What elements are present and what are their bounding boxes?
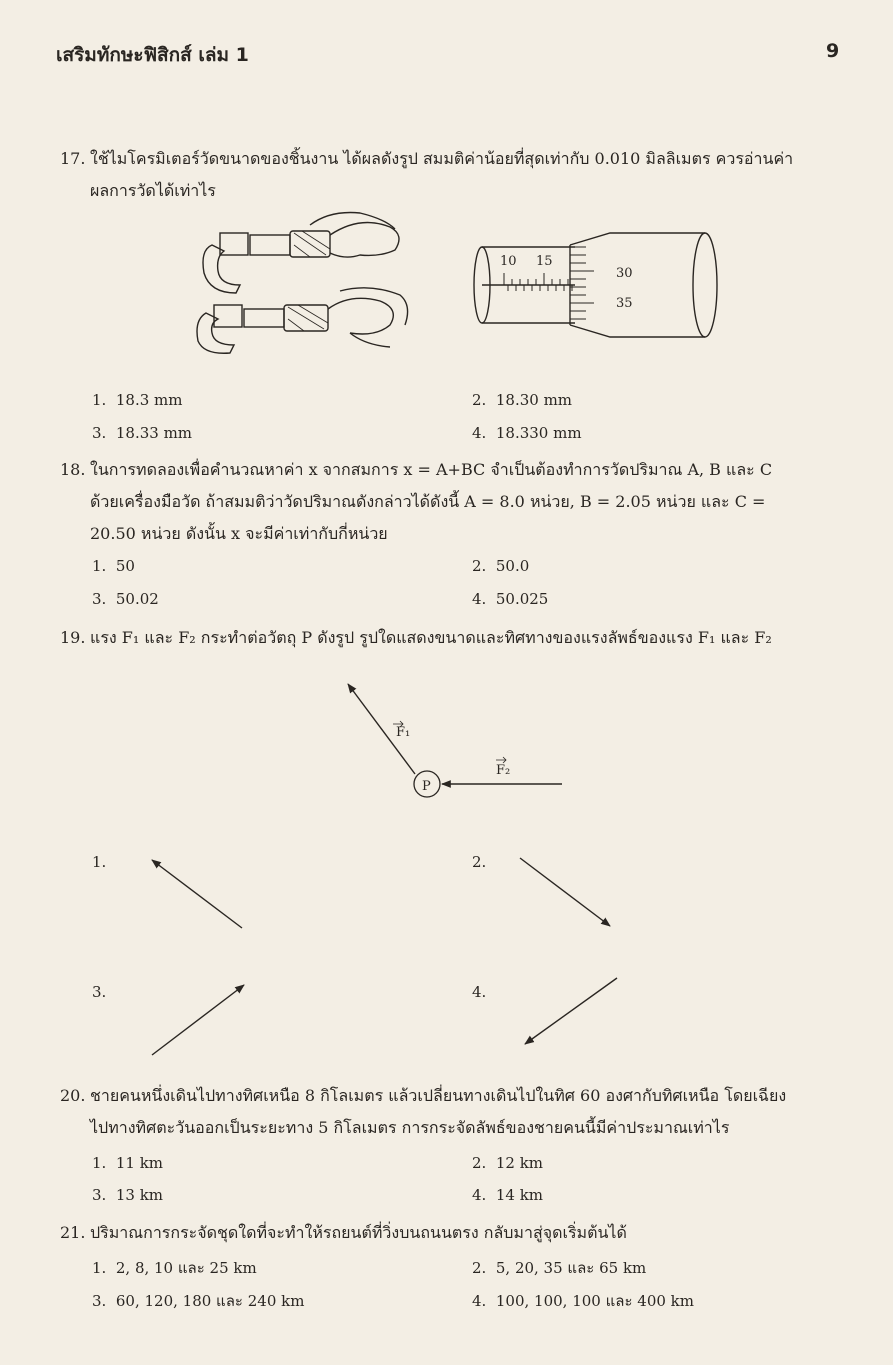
question-text-line: ปริมาณการกระจัดชุดใดที่จะทำให้รถยนต์ที่วิ่งบนถนนตรง กลับมาสู่จุดเริ่มต้นได้ (90, 1223, 627, 1242)
micrometer-hands-illustration (190, 205, 415, 355)
question-text-line: ไปทางทิศตะวันออกเป็นระยะทาง 5 กิโลเมตร การกระจัดลัพธ์ของชายคนนี้มีค่าประมาณเท่าไร (90, 1118, 730, 1137)
option-4[interactable]: 4. 50.025 (472, 590, 549, 608)
option-3[interactable]: 3. 13 km (92, 1186, 164, 1204)
point-p-label: P (422, 779, 431, 794)
option-1[interactable]: 1. 50 (92, 557, 135, 575)
main-scale-label-10: 10 (500, 254, 517, 269)
question-text-line: ใช้ไมโครมิเตอร์วัดขนาดของชิ้นงาน ได้ผลดังรูป สมมติค่าน้อยที่สุดเท่ากับ 0.010 มิลลิเมตร ควรอ่านค่า (90, 149, 794, 168)
option-1[interactable]: 1. 11 km (92, 1154, 164, 1172)
question-number: 19. (60, 628, 86, 647)
option-2-arrow (510, 850, 625, 935)
force-diagram (330, 670, 580, 810)
thimble-label-35: 35 (616, 296, 633, 311)
main-scale-label-15: 15 (536, 254, 553, 269)
f1-label: F₁ (396, 725, 411, 740)
question-number: 18. (60, 460, 86, 479)
option-2[interactable]: 2. 5, 20, 35 และ 65 km (472, 1259, 647, 1277)
question-number: 20. (60, 1086, 86, 1105)
option-1[interactable]: 1. 2, 8, 10 และ 25 km (92, 1259, 257, 1277)
question-text-line: 20.50 หน่วย ดังนั้น x จะมีค่าเท่ากับกี่หน่วย (90, 524, 388, 543)
option-3-arrow (140, 975, 255, 1065)
question-text-line: ชายคนหนึ่งเดินไปทางทิศเหนือ 8 กิโลเมตร แล้วเปลี่ยนทางเดินไปในทิศ 60 องศากับทิศเหนือ โดยเฉียง (90, 1086, 787, 1105)
question-number: 17. (60, 149, 86, 168)
option-2[interactable]: 2. (472, 853, 487, 871)
option-1[interactable]: 1. 18.3 mm (92, 391, 183, 409)
option-4-arrow (515, 970, 630, 1055)
option-4[interactable]: 4. 100, 100, 100 และ 400 km (472, 1292, 694, 1310)
question-text-line: ในการทดลองเพื่อคำนวณหาค่า x จากสมการ x = A+BC จำเป็นต้องทำการวัดปริมาณ A, B และ C (90, 460, 773, 479)
option-4[interactable]: 4. 18.330 mm (472, 424, 582, 442)
question-text-line: ด้วยเครื่องมือวัด ถ้าสมมติว่าวัดปริมาณดังกล่าวได้ดังนี้ A = 8.0 หน่วย, B = 2.05 หน่วย และ C = (90, 492, 766, 511)
option-3[interactable]: 3. 60, 120, 180 และ 240 km (92, 1292, 305, 1310)
option-4[interactable]: 4. (472, 983, 487, 1001)
thimble-label-30: 30 (616, 266, 633, 281)
option-1[interactable]: 1. (92, 853, 107, 871)
question-text-line: แรง F₁ และ F₂ กระทำต่อวัตถุ P ดังรูป รูปใดแสดงขนาดและทิศทางของแรงลัพธ์ของแรง F₁ และ F₂ (90, 628, 772, 647)
option-3[interactable]: 3. 18.33 mm (92, 424, 193, 442)
f2-label: F₂ (496, 763, 511, 778)
option-3[interactable]: 3. 50.02 (92, 590, 159, 608)
option-2[interactable]: 2. 18.30 mm (472, 391, 573, 409)
option-4[interactable]: 4. 14 km (472, 1186, 544, 1204)
page-number: 9 (826, 40, 840, 62)
micrometer-scale-diagram (470, 225, 725, 345)
option-3[interactable]: 3. (92, 983, 107, 1001)
question-number: 21. (60, 1223, 86, 1242)
question-text-line: ผลการวัดได้เท่าไร (90, 181, 216, 200)
option-2[interactable]: 2. 50.0 (472, 557, 530, 575)
option-2[interactable]: 2. 12 km (472, 1154, 544, 1172)
option-1-arrow (140, 850, 255, 935)
running-header-title: เสริมทักษะฟิสิกส์ เล่ม 1 (56, 44, 249, 66)
